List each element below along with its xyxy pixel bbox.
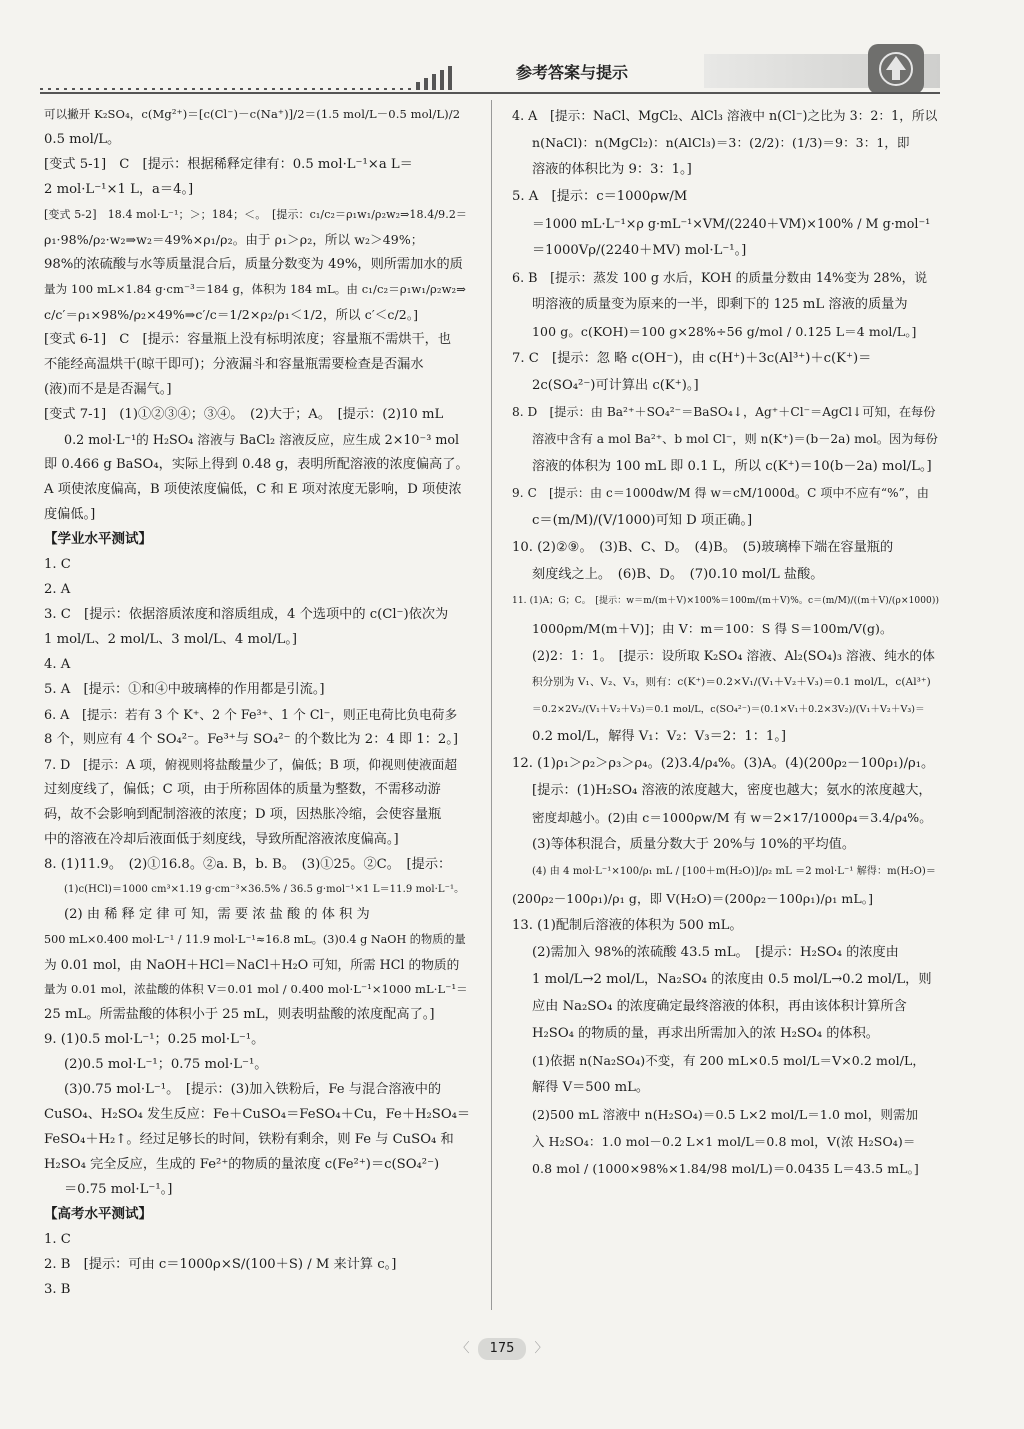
right-text-line: 积分别为 V₁、V₂、V₃，则有：c(K⁺)＝0.2×V₁/(V₁＋V₂＋V₃)＝0.1 mol/L，c(Al³⁺) [532, 676, 931, 688]
left-text-line: 0.5 mol/L。 [44, 132, 121, 147]
right-text-line: 溶液的体积比为 9：3：1。] [532, 162, 692, 177]
right-text-line: 12. (1)ρ₁＞ρ₂＞ρ₃＞ρ₄。(2)3.4/ρ₄%。(3)A。(4)(200ρ₂－100ρ₁)/ρ₁。 [512, 756, 935, 771]
right-text-line: 1 mol/L→2 mol/L，Na₂SO₄ 的浓度由 0.5 mol/L→0.2 mol/L，则 [532, 972, 932, 987]
right-text-line: c＝(m/M)/(V/1000)可知 D 项正确。] [532, 513, 753, 528]
left-text-line: [变式 5-2] 18.4 mol·L⁻¹；＞；184；＜。 [提示：c₁/c₂＝ρ₁w₁/ρ₂w₂⇒18.4/9.2＝ [44, 208, 468, 221]
left-text-line: 6. A [提示：若有 3 个 K⁺、2 个 Fe³⁺、1 个 Cl⁻，则正电荷比负电荷多 [44, 707, 458, 722]
right-text-line: 9. C [提示：由 c＝1000dw/M 得 w＝cM/1000d。C 项中不应有“%”，由 [512, 486, 930, 500]
left-text-line: 1. C [44, 557, 71, 572]
left-text-line: 量为 100 mL×1.84 g·cm⁻³＝184 g，体积为 184 mL。由 c₁/c₂＝ρ₁w₁/ρ₂w₂⇒ [44, 282, 467, 296]
left-text-line: 1. C [44, 1232, 71, 1247]
right-text-line: 0.2 mol/L，解得 V₁：V₂：V₃＝2：1：1。] [532, 729, 787, 744]
left-text-line: [变式 6-1] C [提示：容量瓶上没有标明浓度；容量瓶不需烘干，也 [44, 332, 452, 347]
right-text-line: 应由 Na₂SO₄ 的浓度确定最终溶液的体积，再由该体积计算所含 [532, 999, 907, 1014]
right-text-line: 100 g。c(KOH)＝100 g×28%÷56 g/mol / 0.125 L＝4 mol/L。] [532, 324, 917, 339]
right-text-line: [提示：(1)H₂SO₄ 溶液的浓度越大，密度也越大；氨水的浓度越大， [532, 783, 932, 798]
right-text-line: n(NaCl)：n(MgCl₂)：n(AlCl₃)＝3：(2/2)：(1/3)＝9：3：1，即 [532, 135, 910, 150]
left-text-line: 8 个，则应有 4 个 SO₄²⁻。Fe³⁺与 SO₄²⁻ 的个数比为 2：4 即 1：2。] [44, 732, 459, 747]
left-text-line: 即 0.466 g BaSO₄，实际上得到 0.48 g，表明所配溶液的浓度偏高了。 [44, 457, 469, 472]
left-text-line: 25 mL。所需盐酸的体积小于 25 mL，则表明盐酸的浓度配高了。] [44, 1007, 435, 1022]
left-text-line: 9. (1)0.5 mol·L⁻¹；0.25 mol·L⁻¹。 [44, 1032, 265, 1047]
left-text-line: 3. C [提示：依据溶质浓度和溶质组成，4 个选项中的 c(Cl⁻)依次为 [44, 607, 449, 622]
left-text-line: 【高考水平测试】 [44, 1206, 152, 1222]
left-text-line: 2. B [提示：可由 c＝1000ρ×S/(100＋S) / M 来计算 c。] [44, 1257, 397, 1272]
left-text-line: [变式 7-1] (1)①②③④；③④。 (2)大于；A。 [提示：(2)10 mL [44, 407, 444, 422]
left-text-line: (2) 由 稀 释 定 律 可 知，需 要 浓 盐 酸 的 体 积 为 [64, 907, 370, 922]
right-text-line: 刻度线之上。 (6)B、D。 (7)0.10 mol/L 盐酸。 [532, 567, 824, 582]
left-text-line: (3)0.75 mol·L⁻¹。 [提示：(3)加入铁粉后，Fe 与混合溶液中的 [64, 1082, 442, 1097]
left-text-line: 0.2 mol·L⁻¹的 H₂SO₄ 溶液与 BaCl₂ 溶液反应，应生成 2×10⁻³ mol [64, 432, 460, 447]
right-text-line: (200ρ₂－100ρ₁)/ρ₁ g，即 V(H₂O)＝(200ρ₂－100ρ₁)/ρ₁ mL。] [512, 891, 874, 906]
right-text-line: ＝0.2×2V₂/(V₁＋V₂＋V₃)＝0.1 mol/L，c(SO₄²⁻)＝(0.1×V₁＋0.2×3V₂)/(V₁＋V₂＋V₃)＝ [532, 704, 925, 715]
left-text-line: A 项使浓度偏高，B 项使浓度偏低，C 和 E 项对浓度无影响，D 项使浓 [44, 482, 462, 497]
right-text-line: ＝1000Vρ/(2240＋MV) mol·L⁻¹。] [532, 243, 747, 258]
left-text-line: 度偏低。] [44, 507, 96, 522]
right-text-line: 8. D [提示：由 Ba²⁺＋SO₄²⁻＝BaSO₄↓，Ag⁺＋Cl⁻＝AgCl↓可知，在每份 [512, 405, 936, 419]
right-text-line: (4) 由 4 mol·L⁻¹×100/ρ₁ mL / [100＋m(H₂O)]/ρ₂ mL ＝2 mol·L⁻¹ 解得：m(H₂O)＝ [532, 866, 937, 877]
right-text-line: (1)依据 n(Na₂SO₄)不变，有 200 mL×0.5 mol/L＝V×0.2 mol/L， [532, 1053, 926, 1068]
left-text-line: 7. D [提示：A 项，俯视则将盐酸量少了，偏低；B 项，仰视则使液面超 [44, 757, 458, 772]
chevron-right-icon: 〉 [534, 1341, 548, 1356]
right-text-line: 1000ρm/M(m＋V)]；由 V：m＝100：S 得 S＝100m/V(g)。 [532, 621, 893, 636]
left-text-line: (液)而不是是否漏气。] [44, 382, 172, 397]
book-logo-icon [868, 44, 924, 94]
left-text-line: 1 mol/L、2 mol/L、3 mol/L、4 mol/L。] [44, 632, 298, 647]
left-text-line: H₂SO₄ 完全反应，生成的 Fe²⁺的物质的量浓度 c(Fe²⁺)＝c(SO₄²⁻) [44, 1157, 440, 1172]
left-text-line: 量为 0.01 mol，浓盐酸的体积 V＝0.01 mol / 0.400 mol·L⁻¹×1000 mL·L⁻¹＝ [44, 982, 468, 996]
left-text-line: 3. B [44, 1282, 71, 1297]
left-text-line: (2)0.5 mol·L⁻¹；0.75 mol·L⁻¹。 [64, 1057, 268, 1072]
left-text-line: CuSO₄、H₂SO₄ 发生反应：Fe＋CuSO₄＝FeSO₄＋Cu，Fe＋H₂SO₄＝ [44, 1107, 471, 1122]
left-text-line: 98%的浓硫酸与水等质量混合后，质量分数变为 49%，则所需加水的质 [44, 257, 463, 272]
left-text-line: 500 mL×0.400 mol·L⁻¹ / 11.9 mol·L⁻¹≈16.8 mL。(3)0.4 g NaOH 的物质的量 [44, 933, 466, 946]
left-text-line: 为 0.01 mol，由 NaOH＋HCl＝NaCl＋H₂O 可知，所需 HCl 的物质的 [44, 957, 460, 972]
right-text-line: (3)等体积混合，质量分数大于 20%与 10%的平均值。 [532, 837, 856, 852]
left-text-line: 2. A [44, 582, 71, 597]
left-text-line: 可以撇开 K₂SO₄，c(Mg²⁺)＝[c(Cl⁻)－c(Na⁺)]/2＝(1.5 mol/L－0.5 mol/L)/2 [44, 107, 461, 121]
left-text-line: 【学业水平测试】 [44, 531, 152, 547]
right-text-line: 4. A [提示：NaCl、MgCl₂、AlCl₃ 溶液中 n(Cl⁻)之比为 3：2：1，所以 [512, 108, 938, 123]
left-text-line: 4. A [44, 657, 71, 672]
right-text-line: (2)500 mL 溶液中 n(H₂SO₄)＝0.5 L×2 mol/L＝1.0 mol，则需加 [532, 1107, 919, 1122]
left-text-line: 不能经高温烘干(晾干即可)；分液漏斗和容量瓶需要检查是否漏水 [44, 357, 424, 372]
page-number-label: 175 [478, 1338, 527, 1360]
header-title: 参考答案与提示 [516, 63, 629, 82]
right-text-line: 入 H₂SO₄：1.0 mol－0.2 L×1 mol/L＝0.8 mol，V(浓 H₂SO₄)＝ [532, 1134, 916, 1149]
right-text-line: 7. C [提示：忽 略 c(OH⁻)，由 c(H⁺)＋3c(Al³⁺)＋c(K⁺)＝ [512, 351, 872, 366]
left-column [44, 102, 472, 1302]
dot-pattern-icon [40, 62, 460, 92]
right-text-line: 0.8 mol / (1000×98%×1.84/98 mol/L)＝0.0435 L＝43.5 mL。] [532, 1161, 919, 1176]
right-text-line: 溶液中含有 a mol Ba²⁺、b mol Cl⁻，则 n(K⁺)＝(b－2a) mol。因为每份 [532, 432, 938, 446]
left-text-line: 5. A [提示：①和④中玻璃棒的作用都是引流。] [44, 682, 325, 697]
right-text-line: 溶液的体积为 100 mL 即 0.1 L，所以 c(K⁺)＝10(b－2a) mol/L。] [532, 459, 932, 474]
left-text-line: [变式 5-1] C [提示：根据稀释定律有：0.5 mol·L⁻¹×a L＝ [44, 157, 413, 172]
right-text-line: 5. A [提示：c＝1000ρw/M [512, 189, 688, 204]
left-text-line: c/c′＝ρ₁×98%/ρ₂×49%⇒c′/c＝1/2×ρ₂/ρ₁＜1/2，所以 c′＜c/2。] [44, 307, 419, 322]
left-text-line: 8. (1)11.9。 (2)①16.8。②a. B，b. B。 (3)①25。②C。 [提示： [44, 857, 452, 872]
left-text-line: ＝0.75 mol·L⁻¹。] [64, 1182, 173, 1197]
right-text-line: (2)2：1：1。 [提示：设所取 K₂SO₄ 溶液、Al₂(SO₄)₃ 溶液、纯水的体 [532, 648, 935, 663]
left-text-line: 码，故不会影响到配制溶液的浓度；D 项，因热胀冷缩，会使容量瓶 [44, 807, 442, 822]
column-divider [491, 100, 492, 1310]
right-text-line: 密度却越小。(2)由 c＝1000ρw/M 有 w＝2×17/1000ρ₄＝3.4/ρ₄%。 [532, 810, 932, 825]
left-text-line: (1)c(HCl)＝1000 cm³×1.19 g·cm⁻³×36.5% / 36.5 g·mol⁻¹×1 L＝11.9 mol·L⁻¹。 [64, 884, 465, 895]
left-text-line: 2 mol·L⁻¹×1 L，a＝4。] [44, 182, 194, 197]
page-number [452, 1338, 552, 1360]
right-text-line: 11. (1)A；G；C。 [提示：w＝m/(m＋V)×100%＝100m/(m＋V)%。c＝(m/M)/((m＋V)/(ρ×1000)) [512, 596, 940, 606]
left-text-line: 中的溶液在冷却后液面低于刻度线，导致所配溶液浓度偏高。] [44, 832, 399, 847]
left-text-line: ρ₁·98%/ρ₂·w₂⇒w₂＝49%×ρ₁/ρ₂。由于 ρ₁＞ρ₂，所以 w₂＞49%； [44, 232, 424, 247]
right-text-line: 解得 V＝500 mL。 [532, 1080, 650, 1095]
right-text-line: ＝1000 mL·L⁻¹×ρ g·mL⁻¹×VM/(2240＋VM)×100% / M g·mol⁻¹ [532, 216, 931, 231]
left-text-line: FeSO₄＋H₂↑。经过足够长的时间，铁粉有剩余，则 Fe 与 CuSO₄ 和 [44, 1132, 454, 1147]
right-text-line: 明溶液的质量变为原来的一半，即剩下的 125 mL 溶液的质量为 [532, 297, 908, 312]
chevron-left-icon: 〈 [456, 1341, 470, 1356]
page-header [0, 0, 1024, 100]
right-text-line: 2c(SO₄²⁻)可计算出 c(K⁺)。] [532, 378, 699, 393]
right-text-line: H₂SO₄ 的物质的量，再求出所需加入的浓 H₂SO₄ 的体积。 [532, 1026, 879, 1041]
right-text-line: 10. (2)②⑨。 (3)B、C、D。 (4)B。 (5)玻璃棒下端在容量瓶的 [512, 540, 894, 555]
right-text-line: 13. (1)配制后溶液的体积为 500 mL。 [512, 918, 743, 933]
right-column [512, 102, 940, 1182]
left-text-line: 过刻度线了，偏低；C 项，由于所称固体的质量为整数，不需移动游 [44, 782, 441, 797]
header-rule [40, 92, 940, 94]
right-text-line: 6. B [提示：蒸发 100 g 水后，KOH 的质量分数由 14%变为 28%，说 [512, 270, 928, 285]
right-text-line: (2)需加入 98%的浓硫酸 43.5 mL。 [提示：H₂SO₄ 的浓度由 [532, 945, 899, 960]
